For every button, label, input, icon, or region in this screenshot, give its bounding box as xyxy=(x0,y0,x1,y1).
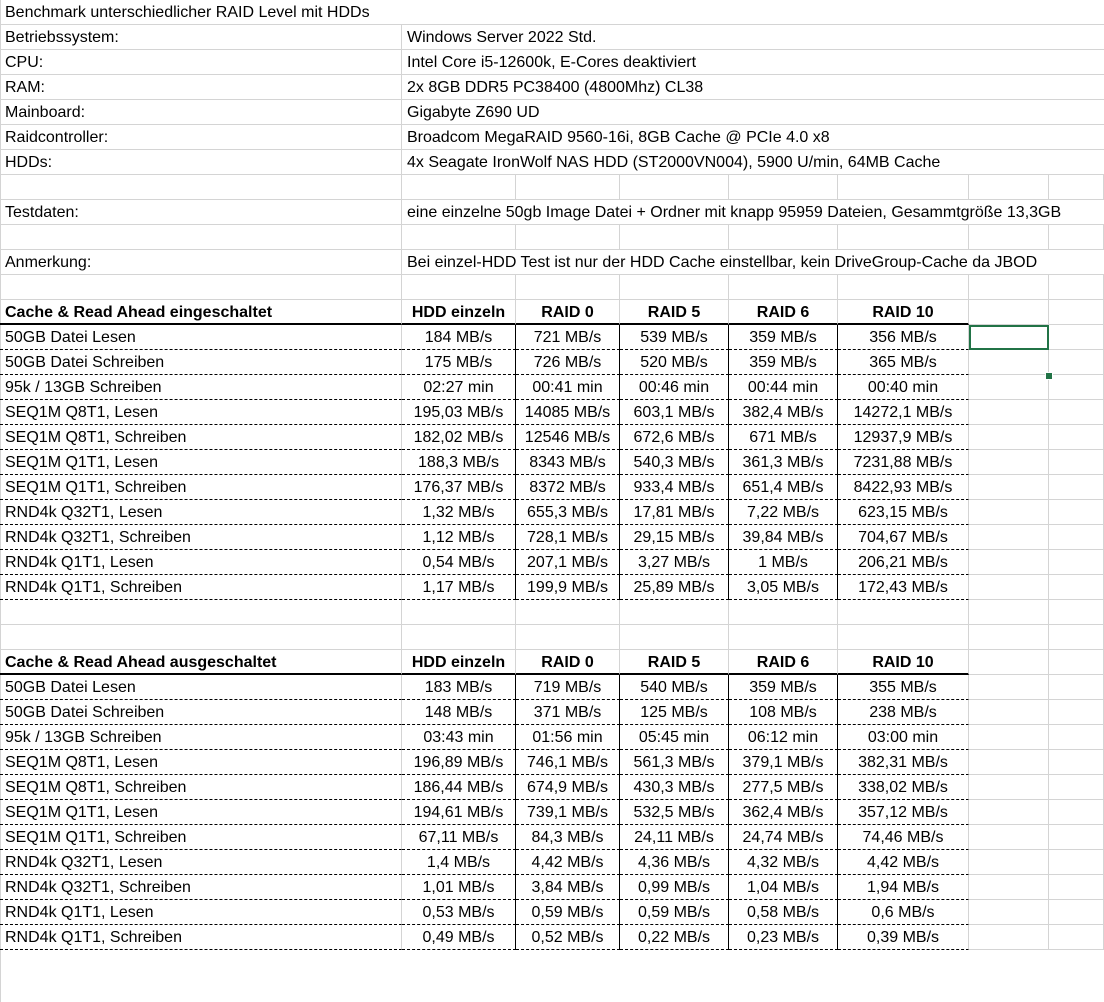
empty-cell[interactable] xyxy=(1049,475,1104,500)
table-cell[interactable]: 357,12 MB/s xyxy=(838,800,969,825)
empty-cell[interactable] xyxy=(1049,575,1104,600)
empty-cell[interactable] xyxy=(729,625,838,650)
table-cell[interactable]: 726 MB/s xyxy=(516,350,620,375)
table-cell[interactable]: 603,1 MB/s xyxy=(620,400,729,425)
empty-cell[interactable] xyxy=(729,600,838,625)
table-cell[interactable]: 355 MB/s xyxy=(838,675,969,700)
empty-cell[interactable] xyxy=(620,175,729,200)
info-label[interactable]: CPU: xyxy=(0,50,402,75)
table-cell[interactable]: 651,4 MB/s xyxy=(729,475,838,500)
empty-cell[interactable] xyxy=(969,825,1049,850)
empty-cell[interactable] xyxy=(516,175,620,200)
empty-cell[interactable] xyxy=(969,875,1049,900)
empty-cell[interactable] xyxy=(969,800,1049,825)
row-label[interactable]: RND4k Q32T1, Lesen xyxy=(0,500,402,525)
anmerkung-row xyxy=(0,250,1104,275)
table-cell[interactable]: 199,9 MB/s xyxy=(516,575,620,600)
table-cell[interactable]: 1,94 MB/s xyxy=(838,875,969,900)
table-cell[interactable]: 108 MB/s xyxy=(729,700,838,725)
empty-cell[interactable] xyxy=(1049,625,1104,650)
table-title[interactable]: Cache & Read Ahead eingeschaltet xyxy=(0,300,402,325)
table-cell[interactable]: 0,23 MB/s xyxy=(729,925,838,950)
info-row xyxy=(0,150,1104,175)
row-label[interactable]: 50GB Datei Lesen xyxy=(0,325,402,350)
selection-fill-handle[interactable] xyxy=(1045,372,1053,380)
empty-cell[interactable] xyxy=(1049,550,1104,575)
table-cell[interactable]: 671 MB/s xyxy=(729,425,838,450)
empty-cell[interactable] xyxy=(620,225,729,250)
table-cell[interactable]: 674,9 MB/s xyxy=(516,775,620,800)
info-row xyxy=(0,50,1104,75)
column-header[interactable]: HDD einzeln xyxy=(402,300,516,325)
table-cell[interactable]: 539 MB/s xyxy=(620,325,729,350)
empty-cell[interactable] xyxy=(969,500,1049,525)
spacer-row xyxy=(0,225,1104,250)
table-cell[interactable]: 125 MB/s xyxy=(620,700,729,725)
table-cell[interactable]: 00:40 min xyxy=(838,375,969,400)
table-row xyxy=(0,500,1104,525)
empty-cell[interactable] xyxy=(1049,600,1104,625)
info-row xyxy=(0,100,1104,125)
table-cell[interactable]: 14272,1 MB/s xyxy=(838,400,969,425)
column-header[interactable]: RAID 5 xyxy=(620,650,729,675)
column-header[interactable]: RAID 6 xyxy=(729,300,838,325)
table-row xyxy=(0,875,1104,900)
table-cell[interactable]: 728,1 MB/s xyxy=(516,525,620,550)
row-label[interactable]: RND4k Q32T1, Schreiben xyxy=(0,875,402,900)
empty-cell[interactable] xyxy=(969,600,1049,625)
empty-cell[interactable] xyxy=(838,175,969,200)
empty-cell[interactable] xyxy=(0,275,402,300)
info-row xyxy=(0,125,1104,150)
table-row xyxy=(0,550,1104,575)
column-header[interactable]: HDD einzeln xyxy=(402,650,516,675)
info-value[interactable]: Broadcom MegaRAID 9560-16i, 8GB Cache @ PCIe 4.0 x8 xyxy=(402,125,1104,150)
empty-cell[interactable] xyxy=(969,425,1049,450)
table-cell[interactable]: 1 MB/s xyxy=(729,550,838,575)
table-cell[interactable]: 238 MB/s xyxy=(838,700,969,725)
empty-cell[interactable] xyxy=(969,675,1049,700)
empty-cell[interactable] xyxy=(0,175,402,200)
table-cell[interactable]: 0,58 MB/s xyxy=(729,900,838,925)
spacer-row xyxy=(0,275,1104,300)
spacer-row xyxy=(0,175,1104,200)
table-header-row xyxy=(0,650,1104,675)
table-cell[interactable]: 359 MB/s xyxy=(729,325,838,350)
empty-cell[interactable] xyxy=(1049,725,1104,750)
table-cell[interactable]: 379,1 MB/s xyxy=(729,750,838,775)
empty-cell[interactable] xyxy=(838,625,969,650)
table-cell[interactable]: 183 MB/s xyxy=(402,675,516,700)
table-cell[interactable]: 561,3 MB/s xyxy=(620,750,729,775)
table-cell[interactable]: 14085 MB/s xyxy=(516,400,620,425)
table-cell[interactable]: 0,39 MB/s xyxy=(838,925,969,950)
row-label[interactable]: RND4k Q1T1, Lesen xyxy=(0,550,402,575)
row-label[interactable]: RND4k Q32T1, Lesen xyxy=(0,850,402,875)
info-label[interactable]: HDDs: xyxy=(0,150,402,175)
table-cell[interactable]: 4,42 MB/s xyxy=(838,850,969,875)
info-label[interactable]: Betriebssystem: xyxy=(0,25,402,50)
table-cell[interactable]: 0,59 MB/s xyxy=(620,900,729,925)
table-cell[interactable]: 4,42 MB/s xyxy=(516,850,620,875)
table-cell[interactable]: 540,3 MB/s xyxy=(620,450,729,475)
column-header[interactable]: RAID 6 xyxy=(729,650,838,675)
table-row xyxy=(0,725,1104,750)
table-cell[interactable]: 8422,93 MB/s xyxy=(838,475,969,500)
table-cell[interactable]: 184 MB/s xyxy=(402,325,516,350)
empty-cell[interactable] xyxy=(1049,275,1104,300)
table-cell[interactable]: 746,1 MB/s xyxy=(516,750,620,775)
table-cell[interactable]: 02:27 min xyxy=(402,375,516,400)
table-cell[interactable]: 0,6 MB/s xyxy=(838,900,969,925)
empty-cell[interactable] xyxy=(1049,325,1104,350)
table-row xyxy=(0,800,1104,825)
table-cell[interactable]: 362,4 MB/s xyxy=(729,800,838,825)
table-cell[interactable]: 4,32 MB/s xyxy=(729,850,838,875)
empty-cell[interactable] xyxy=(969,175,1049,200)
empty-cell[interactable] xyxy=(1049,850,1104,875)
table-cell[interactable]: 00:46 min xyxy=(620,375,729,400)
empty-cell[interactable] xyxy=(516,275,620,300)
table-cell[interactable]: 194,61 MB/s xyxy=(402,800,516,825)
row-label[interactable]: RND4k Q1T1, Schreiben xyxy=(0,575,402,600)
testdaten-value[interactable]: eine einzelne 50gb Image Datei + Ordner mit knapp 95959 Dateien, Gesammtgröße 13,3GB xyxy=(402,200,1104,225)
row-label[interactable]: 95k / 13GB Schreiben xyxy=(0,375,402,400)
table-header-row xyxy=(0,300,1104,325)
table-cell[interactable]: 382,31 MB/s xyxy=(838,750,969,775)
empty-cell[interactable] xyxy=(1049,925,1104,950)
empty-cell[interactable] xyxy=(969,750,1049,775)
table-cell[interactable]: 175 MB/s xyxy=(402,350,516,375)
table-row xyxy=(0,850,1104,875)
empty-cell[interactable] xyxy=(1049,775,1104,800)
empty-cell[interactable] xyxy=(1049,400,1104,425)
empty-cell[interactable] xyxy=(1049,350,1104,375)
table-cell[interactable]: 1,32 MB/s xyxy=(402,500,516,525)
empty-cell[interactable] xyxy=(969,450,1049,475)
row-label[interactable]: SEQ1M Q1T1, Lesen xyxy=(0,450,402,475)
empty-cell[interactable] xyxy=(729,275,838,300)
table-title[interactable]: Cache & Read Ahead ausgeschaltet xyxy=(0,650,402,675)
table-row xyxy=(0,675,1104,700)
column-header[interactable]: RAID 0 xyxy=(516,650,620,675)
table-row xyxy=(0,900,1104,925)
empty-cell[interactable] xyxy=(969,700,1049,725)
table-cell[interactable]: 277,5 MB/s xyxy=(729,775,838,800)
empty-cell[interactable] xyxy=(1049,500,1104,525)
table-cell[interactable]: 4,36 MB/s xyxy=(620,850,729,875)
sheet-title[interactable]: Benchmark unterschiedlicher RAID Level mit HDDs xyxy=(0,0,1104,25)
table-cell[interactable]: 03:00 min xyxy=(838,725,969,750)
empty-cell[interactable] xyxy=(1049,700,1104,725)
row-label[interactable]: SEQ1M Q8T1, Lesen xyxy=(0,750,402,775)
empty-cell[interactable] xyxy=(969,650,1049,675)
table-cell[interactable]: 361,3 MB/s xyxy=(729,450,838,475)
info-value[interactable]: 2x 8GB DDR5 PC38400 (4800Mhz) CL38 xyxy=(402,75,1104,100)
empty-cell[interactable] xyxy=(838,600,969,625)
testdaten-label[interactable]: Testdaten: xyxy=(0,200,402,225)
table-cell[interactable]: 182,02 MB/s xyxy=(402,425,516,450)
table-cell[interactable]: 430,3 MB/s xyxy=(620,775,729,800)
table-cell[interactable]: 84,3 MB/s xyxy=(516,825,620,850)
empty-cell[interactable] xyxy=(1049,875,1104,900)
table-cell[interactable]: 05:45 min xyxy=(620,725,729,750)
info-value[interactable]: Gigabyte Z690 UD xyxy=(402,100,1104,125)
empty-cell[interactable] xyxy=(0,600,402,625)
table-cell[interactable]: 0,52 MB/s xyxy=(516,925,620,950)
table-cell[interactable]: 704,67 MB/s xyxy=(838,525,969,550)
empty-cell[interactable] xyxy=(402,225,516,250)
empty-cell[interactable] xyxy=(516,225,620,250)
table-cell[interactable]: 12546 MB/s xyxy=(516,425,620,450)
table-cell[interactable]: 39,84 MB/s xyxy=(729,525,838,550)
empty-cell[interactable] xyxy=(969,400,1049,425)
table-cell[interactable]: 172,43 MB/s xyxy=(838,575,969,600)
row-label[interactable]: SEQ1M Q8T1, Lesen xyxy=(0,400,402,425)
anmerkung-label[interactable]: Anmerkung: xyxy=(0,250,402,275)
table-cell[interactable]: 739,1 MB/s xyxy=(516,800,620,825)
row-label[interactable]: 50GB Datei Schreiben xyxy=(0,350,402,375)
table-row xyxy=(0,700,1104,725)
info-value[interactable]: Intel Core i5-12600k, E-Cores deaktiviert xyxy=(402,50,1104,75)
row-label[interactable]: SEQ1M Q8T1, Schreiben xyxy=(0,425,402,450)
table-cell[interactable]: 176,37 MB/s xyxy=(402,475,516,500)
info-value[interactable]: 4x Seagate IronWolf NAS HDD (ST2000VN004), 5900 U/min, 64MB Cache xyxy=(402,150,1104,175)
table-cell[interactable]: 12937,9 MB/s xyxy=(838,425,969,450)
table-row xyxy=(0,750,1104,775)
empty-cell[interactable] xyxy=(969,625,1049,650)
empty-cell[interactable] xyxy=(516,600,620,625)
table-cell[interactable]: 0,59 MB/s xyxy=(516,900,620,925)
empty-cell[interactable] xyxy=(969,375,1049,400)
table-cell[interactable]: 3,84 MB/s xyxy=(516,875,620,900)
empty-cell[interactable] xyxy=(969,925,1049,950)
table-row xyxy=(0,925,1104,950)
table-cell[interactable]: 0,54 MB/s xyxy=(402,550,516,575)
empty-cell[interactable] xyxy=(1049,825,1104,850)
table-cell[interactable]: 719 MB/s xyxy=(516,675,620,700)
table-cell[interactable]: 8372 MB/s xyxy=(516,475,620,500)
empty-cell[interactable] xyxy=(969,225,1049,250)
table-cell[interactable]: 188,3 MB/s xyxy=(402,450,516,475)
empty-cell[interactable] xyxy=(969,475,1049,500)
empty-cell[interactable] xyxy=(0,625,402,650)
empty-cell[interactable] xyxy=(729,225,838,250)
row-label[interactable]: SEQ1M Q8T1, Schreiben xyxy=(0,775,402,800)
empty-cell[interactable] xyxy=(1049,175,1104,200)
table-cell[interactable]: 24,11 MB/s xyxy=(620,825,729,850)
table-cell[interactable]: 29,15 MB/s xyxy=(620,525,729,550)
table-cell[interactable]: 24,74 MB/s xyxy=(729,825,838,850)
empty-cell[interactable] xyxy=(620,625,729,650)
table-cell[interactable]: 186,44 MB/s xyxy=(402,775,516,800)
empty-cell[interactable] xyxy=(969,775,1049,800)
table-cell[interactable]: 3,27 MB/s xyxy=(620,550,729,575)
table-cell[interactable]: 672,6 MB/s xyxy=(620,425,729,450)
empty-cell[interactable] xyxy=(516,625,620,650)
table-cell[interactable]: 371 MB/s xyxy=(516,700,620,725)
column-header[interactable]: RAID 5 xyxy=(620,300,729,325)
table-cell[interactable]: 356 MB/s xyxy=(838,325,969,350)
empty-cell[interactable] xyxy=(1049,900,1104,925)
info-row xyxy=(0,75,1104,100)
table-row xyxy=(0,525,1104,550)
empty-cell[interactable] xyxy=(729,175,838,200)
table-cell[interactable]: 532,5 MB/s xyxy=(620,800,729,825)
empty-cell[interactable] xyxy=(0,225,402,250)
empty-cell[interactable] xyxy=(969,900,1049,925)
empty-cell[interactable] xyxy=(969,275,1049,300)
empty-cell[interactable] xyxy=(969,725,1049,750)
table-cell[interactable]: 17,81 MB/s xyxy=(620,500,729,525)
table-cell[interactable]: 0,22 MB/s xyxy=(620,925,729,950)
table-cell[interactable]: 67,11 MB/s xyxy=(402,825,516,850)
empty-cell[interactable] xyxy=(838,225,969,250)
info-label[interactable]: RAM: xyxy=(0,75,402,100)
empty-cell[interactable] xyxy=(969,350,1049,375)
table-cell[interactable]: 338,02 MB/s xyxy=(838,775,969,800)
table-cell[interactable]: 01:56 min xyxy=(516,725,620,750)
table-cell[interactable]: 0,99 MB/s xyxy=(620,875,729,900)
row-label[interactable]: RND4k Q32T1, Schreiben xyxy=(0,525,402,550)
empty-cell[interactable] xyxy=(402,275,516,300)
table-cell[interactable]: 74,46 MB/s xyxy=(838,825,969,850)
empty-cell[interactable] xyxy=(402,600,516,625)
table-cell[interactable]: 1,12 MB/s xyxy=(402,525,516,550)
empty-cell[interactable] xyxy=(1049,375,1104,400)
table-cell[interactable]: 0,49 MB/s xyxy=(402,925,516,950)
empty-cell[interactable] xyxy=(1049,225,1104,250)
table-cell[interactable]: 365 MB/s xyxy=(838,350,969,375)
table-row xyxy=(0,400,1104,425)
empty-cell[interactable] xyxy=(969,525,1049,550)
empty-cell[interactable] xyxy=(1049,800,1104,825)
table-cell[interactable]: 1,04 MB/s xyxy=(729,875,838,900)
info-label[interactable]: Mainboard: xyxy=(0,100,402,125)
empty-cell[interactable] xyxy=(969,300,1049,325)
anmerkung-value[interactable]: Bei einzel-HDD Test ist nur der HDD Cache einstellbar, kein DriveGroup-Cache da JBOD xyxy=(402,250,1104,275)
column-header[interactable]: RAID 10 xyxy=(838,300,969,325)
table-cell[interactable]: 933,4 MB/s xyxy=(620,475,729,500)
table-row xyxy=(0,375,1104,400)
info-row xyxy=(0,25,1104,50)
empty-cell[interactable] xyxy=(969,550,1049,575)
table-row xyxy=(0,350,1104,375)
info-label[interactable]: Raidcontroller: xyxy=(0,125,402,150)
table-cell[interactable]: 196,89 MB/s xyxy=(402,750,516,775)
table-row xyxy=(0,575,1104,600)
row-label[interactable]: RND4k Q1T1, Lesen xyxy=(0,900,402,925)
empty-cell[interactable] xyxy=(402,625,516,650)
table-cell[interactable]: 1,01 MB/s xyxy=(402,875,516,900)
row-label[interactable]: SEQ1M Q1T1, Schreiben xyxy=(0,825,402,850)
empty-cell[interactable] xyxy=(1049,525,1104,550)
table-row xyxy=(0,475,1104,500)
empty-cell[interactable] xyxy=(1049,425,1104,450)
table-cell[interactable]: 00:41 min xyxy=(516,375,620,400)
table-cell[interactable]: 25,89 MB/s xyxy=(620,575,729,600)
table-cell[interactable]: 207,1 MB/s xyxy=(516,550,620,575)
table-cell[interactable]: 195,03 MB/s xyxy=(402,400,516,425)
row-label[interactable]: SEQ1M Q1T1, Schreiben xyxy=(0,475,402,500)
empty-cell[interactable] xyxy=(1049,750,1104,775)
row-label[interactable]: SEQ1M Q1T1, Lesen xyxy=(0,800,402,825)
empty-cell[interactable] xyxy=(620,275,729,300)
empty-cell[interactable] xyxy=(1049,675,1104,700)
empty-cell[interactable] xyxy=(1049,300,1104,325)
spacer-row xyxy=(0,600,1104,625)
table-cell[interactable]: 3,05 MB/s xyxy=(729,575,838,600)
table-cell[interactable]: 8343 MB/s xyxy=(516,450,620,475)
table-cell[interactable]: 7,22 MB/s xyxy=(729,500,838,525)
table-cell[interactable]: 359 MB/s xyxy=(729,675,838,700)
empty-cell[interactable] xyxy=(838,275,969,300)
table-cell[interactable]: 06:12 min xyxy=(729,725,838,750)
table-cell[interactable]: 206,21 MB/s xyxy=(838,550,969,575)
table-row xyxy=(0,325,1104,350)
column-header[interactable]: RAID 10 xyxy=(838,650,969,675)
empty-cell[interactable] xyxy=(969,575,1049,600)
table-cell[interactable]: 03:43 min xyxy=(402,725,516,750)
table-cell[interactable]: 655,3 MB/s xyxy=(516,500,620,525)
selected-cell[interactable] xyxy=(969,325,1049,350)
info-value[interactable]: Windows Server 2022 Std. xyxy=(402,25,1104,50)
row-label[interactable]: 95k / 13GB Schreiben xyxy=(0,725,402,750)
row-label[interactable]: 50GB Datei Schreiben xyxy=(0,700,402,725)
table-cell[interactable]: 382,4 MB/s xyxy=(729,400,838,425)
empty-cell[interactable] xyxy=(1049,450,1104,475)
table-cell[interactable]: 00:44 min xyxy=(729,375,838,400)
testdaten-row xyxy=(0,200,1104,225)
empty-cell[interactable] xyxy=(969,850,1049,875)
empty-cell[interactable] xyxy=(402,175,516,200)
table-row xyxy=(0,825,1104,850)
table-cell[interactable]: 520 MB/s xyxy=(620,350,729,375)
table-cell[interactable]: 1,17 MB/s xyxy=(402,575,516,600)
column-header[interactable]: RAID 0 xyxy=(516,300,620,325)
table-cell[interactable]: 359 MB/s xyxy=(729,350,838,375)
table-cell[interactable]: 0,53 MB/s xyxy=(402,900,516,925)
table-cell[interactable]: 7231,88 MB/s xyxy=(838,450,969,475)
table-cell[interactable]: 148 MB/s xyxy=(402,700,516,725)
table-row xyxy=(0,775,1104,800)
table-row xyxy=(0,425,1104,450)
row-label[interactable]: 50GB Datei Lesen xyxy=(0,675,402,700)
table-cell[interactable]: 623,15 MB/s xyxy=(838,500,969,525)
title-row xyxy=(0,0,1104,25)
row-label[interactable]: RND4k Q1T1, Schreiben xyxy=(0,925,402,950)
spacer-row xyxy=(0,625,1104,650)
table-row xyxy=(0,450,1104,475)
empty-cell[interactable] xyxy=(1049,650,1104,675)
table-cell[interactable]: 721 MB/s xyxy=(516,325,620,350)
empty-cell[interactable] xyxy=(620,600,729,625)
table-cell[interactable]: 1,4 MB/s xyxy=(402,850,516,875)
table-cell[interactable]: 540 MB/s xyxy=(620,675,729,700)
